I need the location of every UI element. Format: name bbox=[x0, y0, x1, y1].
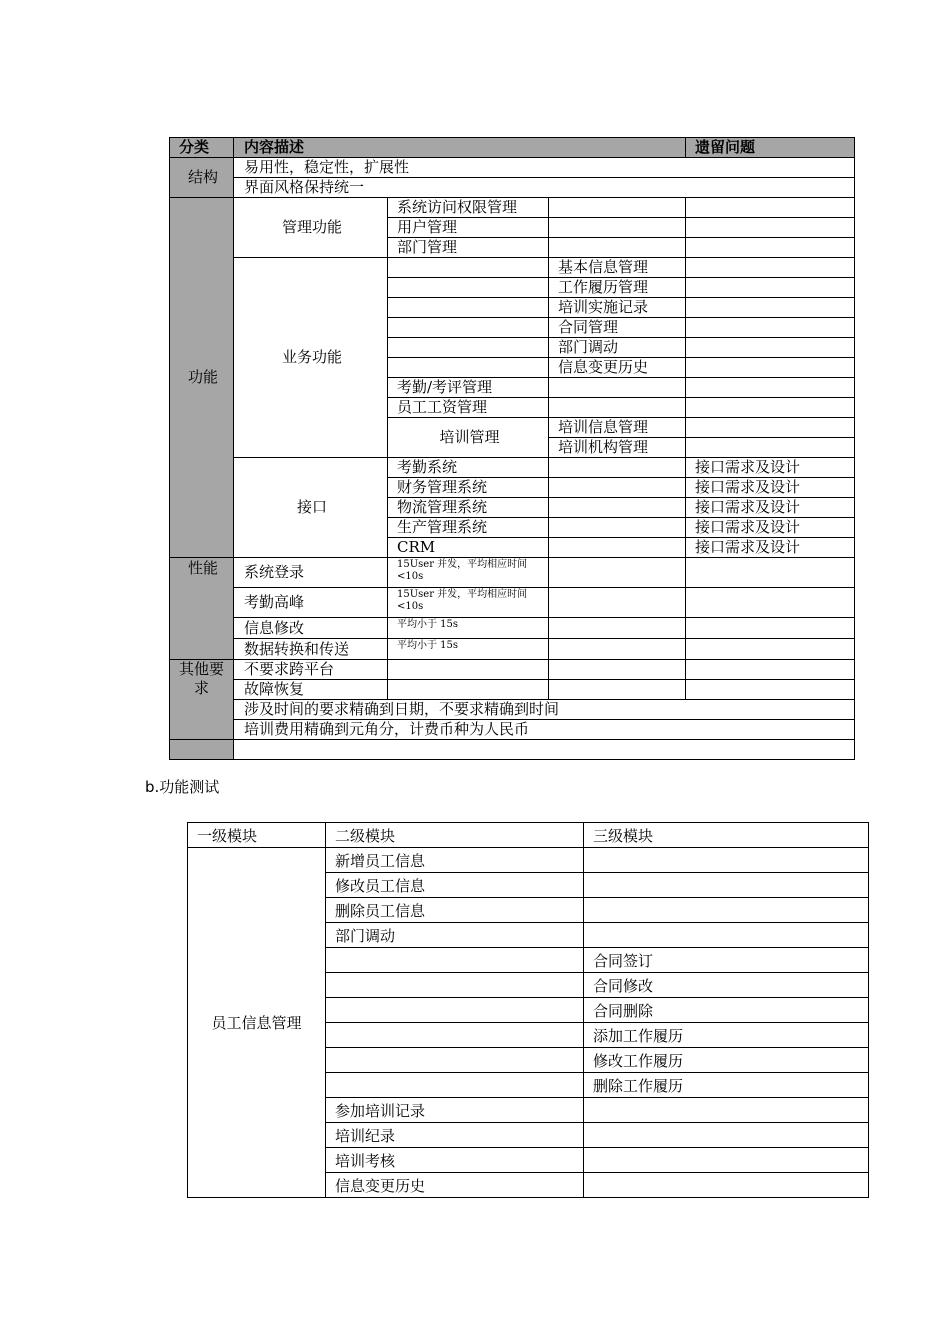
performance-value: 15User 并发，平均相应时间<10s bbox=[388, 558, 549, 588]
level2-cell: 新增员工信息 bbox=[326, 848, 584, 873]
interface-label: 接口 bbox=[234, 458, 388, 558]
interface-item: 财务管理系统 bbox=[388, 478, 549, 498]
structure-row: 易用性，稳定性，扩展性 bbox=[234, 158, 855, 178]
interface-item: 生产管理系统 bbox=[388, 518, 549, 538]
header-category: 分类 bbox=[170, 138, 234, 158]
table-row bbox=[188, 848, 869, 873]
mgmt-item: 用户管理 bbox=[388, 218, 549, 238]
training-item: 培训机构管理 bbox=[549, 438, 686, 458]
function-label: 功能 bbox=[170, 198, 234, 558]
mgmt-label: 管理功能 bbox=[234, 198, 388, 258]
structure-label: 结构 bbox=[170, 158, 234, 198]
module-label: 员工信息管理 bbox=[188, 848, 326, 1198]
performance-name: 考勤高峰 bbox=[234, 588, 388, 618]
header-level2: 二级模块 bbox=[326, 823, 584, 848]
table-header-row bbox=[188, 823, 869, 848]
interface-issue: 接口需求及设计 bbox=[686, 498, 855, 518]
level2-cell: 删除员工信息 bbox=[326, 898, 584, 923]
level3-cell: 合同删除 bbox=[584, 998, 869, 1023]
performance-value: 15User 并发，平均相应时间<10s bbox=[388, 588, 549, 618]
level3-cell: 修改工作履历 bbox=[584, 1048, 869, 1073]
level3-cell: 删除工作履历 bbox=[584, 1073, 869, 1098]
performance-name: 数据转换和传送 bbox=[234, 639, 388, 660]
business-label: 业务功能 bbox=[234, 258, 388, 458]
level2-cell: 培训考核 bbox=[326, 1148, 584, 1173]
level2-cell: 信息变更历史 bbox=[326, 1173, 584, 1198]
business-item: 考勤/考评管理 bbox=[388, 378, 549, 398]
level2-cell bbox=[326, 998, 584, 1023]
training-label: 培训管理 bbox=[388, 418, 549, 458]
header-issues: 遗留问题 bbox=[686, 138, 855, 158]
empty-row bbox=[234, 740, 855, 760]
other-row: 涉及时间的要求精确到日期，不要求精确到时间 bbox=[234, 700, 855, 720]
level3-cell bbox=[584, 1098, 869, 1123]
requirements-table bbox=[169, 137, 855, 760]
other-row: 培训费用精确到元角分，计费币种为人民币 bbox=[234, 720, 855, 740]
interface-issue: 接口需求及设计 bbox=[686, 518, 855, 538]
level2-cell: 参加培训记录 bbox=[326, 1098, 584, 1123]
level3-cell bbox=[584, 1148, 869, 1173]
header-level1: 一级模块 bbox=[188, 823, 326, 848]
level3-cell bbox=[584, 873, 869, 898]
header-desc: 内容描述 bbox=[234, 138, 686, 158]
mgmt-item: 部门管理 bbox=[388, 238, 549, 258]
interface-item: 物流管理系统 bbox=[388, 498, 549, 518]
table-header-row bbox=[170, 138, 855, 158]
performance-name: 信息修改 bbox=[234, 618, 388, 639]
level3-cell bbox=[584, 923, 869, 948]
other-row: 故障恢复 bbox=[234, 680, 388, 700]
business-sub-item: 工作履历管理 bbox=[549, 278, 686, 298]
business-item: 员工工资管理 bbox=[388, 398, 549, 418]
interface-item: CRM bbox=[388, 538, 549, 558]
level3-cell: 添加工作履历 bbox=[584, 1023, 869, 1048]
business-sub-item: 部门调动 bbox=[549, 338, 686, 358]
section-heading: b.功能测试 bbox=[145, 778, 220, 796]
training-item: 培训信息管理 bbox=[549, 418, 686, 438]
business-sub-item: 合同管理 bbox=[549, 318, 686, 338]
level2-cell bbox=[326, 973, 584, 998]
level3-cell: 合同修改 bbox=[584, 973, 869, 998]
business-sub-item: 信息变更历史 bbox=[549, 358, 686, 378]
performance-name: 系统登录 bbox=[234, 558, 388, 588]
interface-issue: 接口需求及设计 bbox=[686, 538, 855, 558]
interface-item: 考勤系统 bbox=[388, 458, 549, 478]
level3-cell bbox=[584, 898, 869, 923]
function-test-table bbox=[187, 822, 869, 1198]
header-level3: 三级模块 bbox=[584, 823, 869, 848]
level2-cell bbox=[326, 1048, 584, 1073]
empty-shaded-cell bbox=[170, 740, 234, 760]
level3-cell: 合同签订 bbox=[584, 948, 869, 973]
level2-cell: 培训纪录 bbox=[326, 1123, 584, 1148]
level3-cell bbox=[584, 1123, 869, 1148]
level2-cell: 部门调动 bbox=[326, 923, 584, 948]
level2-cell bbox=[326, 1023, 584, 1048]
business-sub-item: 基本信息管理 bbox=[549, 258, 686, 278]
other-label: 其他要求 bbox=[170, 660, 234, 740]
business-sub-item: 培训实施记录 bbox=[549, 298, 686, 318]
level2-cell: 修改员工信息 bbox=[326, 873, 584, 898]
other-row: 不要求跨平台 bbox=[234, 660, 388, 680]
performance-value: 平均小于 15s bbox=[388, 639, 549, 660]
level2-cell bbox=[326, 1073, 584, 1098]
level3-cell bbox=[584, 1173, 869, 1198]
performance-label: 性能 bbox=[170, 558, 234, 660]
structure-row: 界面风格保持统一 bbox=[234, 178, 855, 198]
interface-issue: 接口需求及设计 bbox=[686, 458, 855, 478]
level3-cell bbox=[584, 848, 869, 873]
mgmt-item: 系统访问权限管理 bbox=[388, 198, 549, 218]
interface-issue: 接口需求及设计 bbox=[686, 478, 855, 498]
performance-value: 平均小于 15s bbox=[388, 618, 549, 639]
level2-cell bbox=[326, 948, 584, 973]
